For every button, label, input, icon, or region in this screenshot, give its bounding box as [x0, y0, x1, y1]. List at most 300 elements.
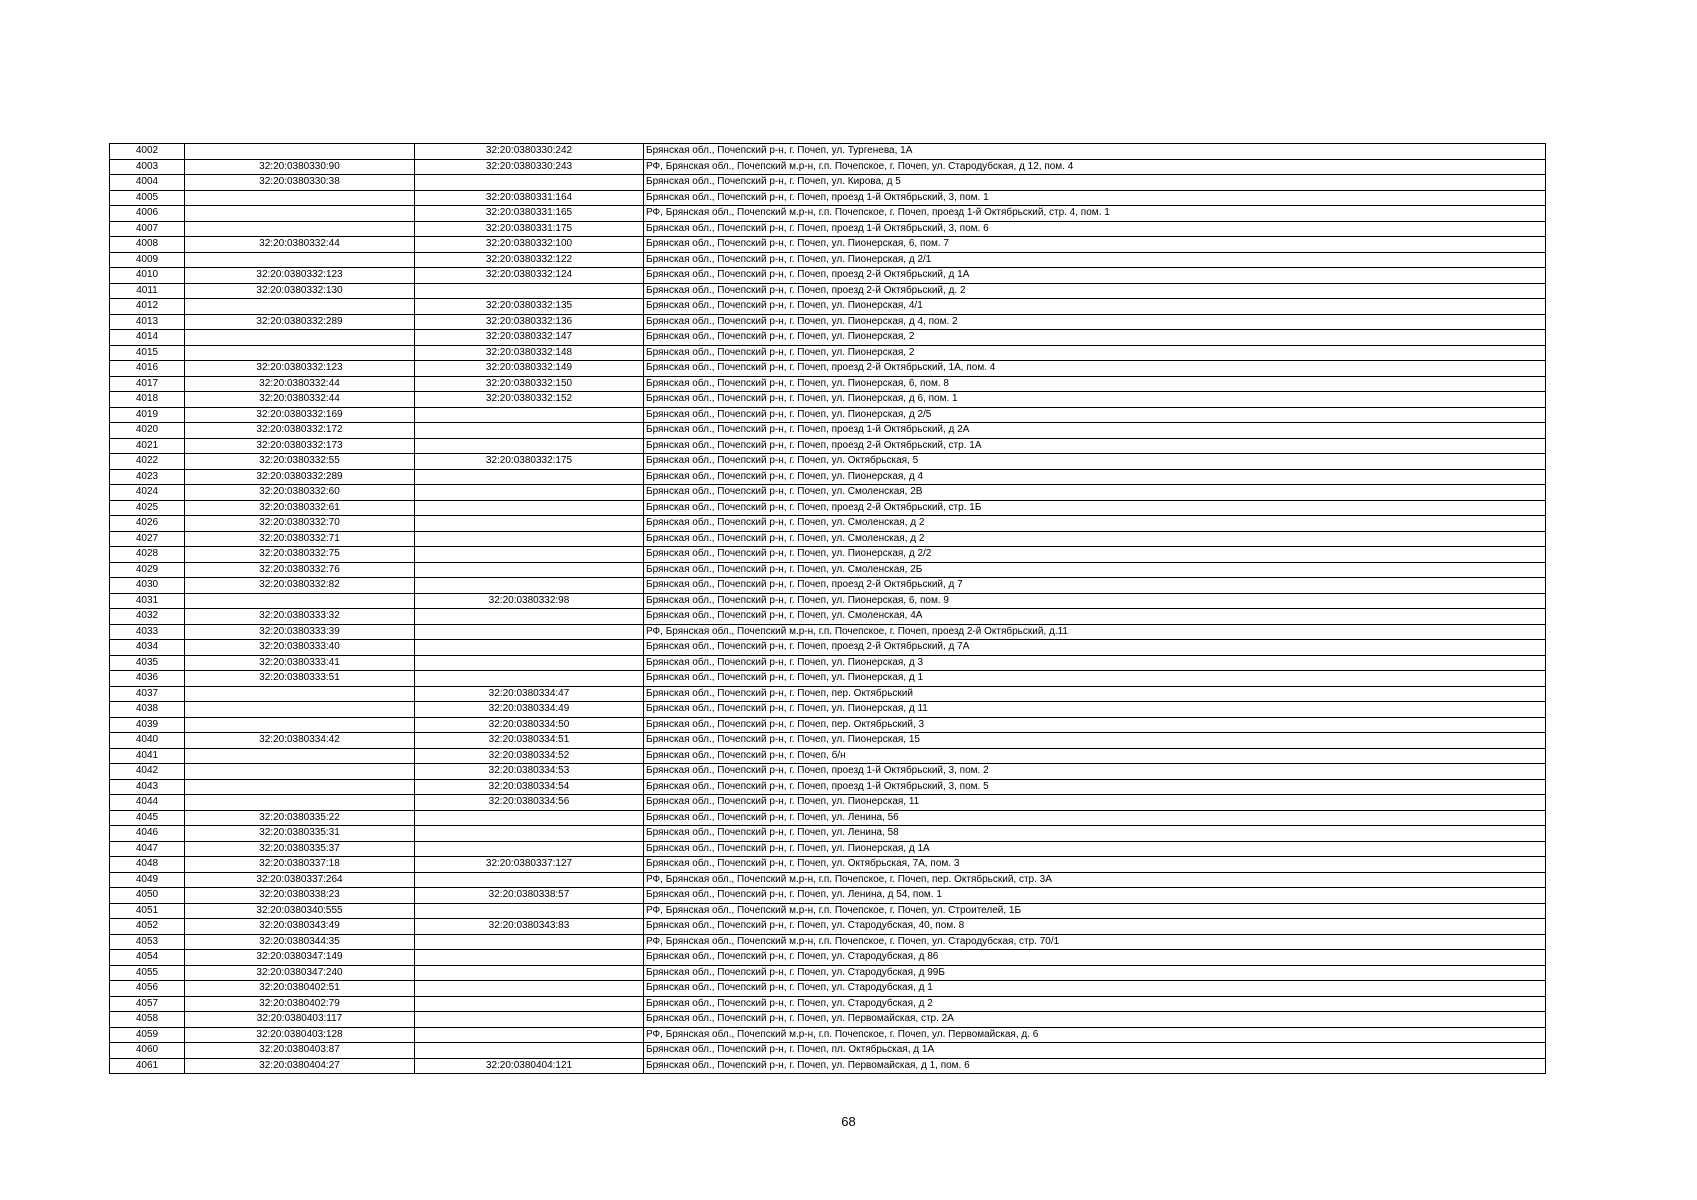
table-row: [110, 872, 1546, 888]
object-cadastral-number-cell: [415, 485, 644, 501]
row-number-cell: 4041: [110, 748, 185, 764]
cadastral-number-cell: [185, 190, 415, 206]
table-row: [110, 268, 1546, 284]
object-cadastral-number-cell: [415, 500, 644, 516]
table-row: [110, 500, 1546, 516]
table-row: [110, 438, 1546, 454]
address-cell: Брянская обл., Почепский р-н, г. Почеп, ул. Пионерская, д 1: [644, 671, 1546, 687]
address-cell: РФ, Брянская обл., Почепский м.р-н, г.п. Почепское, г. Почеп, ул. Стародубская, стр. 70/1: [644, 934, 1546, 950]
cadastral-number-cell: [185, 748, 415, 764]
object-cadastral-number-cell: [415, 562, 644, 578]
table-row: [110, 392, 1546, 408]
table-row: [110, 144, 1546, 160]
object-cadastral-number-cell: [415, 175, 644, 191]
table-row: [110, 671, 1546, 687]
table-row: [110, 376, 1546, 392]
table-row: [110, 686, 1546, 702]
cadastral-number-cell: 32:20:0380344:35: [185, 934, 415, 950]
cadastral-number-cell: 32:20:0380330:90: [185, 159, 415, 175]
object-cadastral-number-cell: 32:20:0380332:98: [415, 593, 644, 609]
object-cadastral-number-cell: [415, 671, 644, 687]
table-row: [110, 330, 1546, 346]
row-number-cell: 4019: [110, 407, 185, 423]
cadastral-number-cell: 32:20:0380332:44: [185, 376, 415, 392]
row-number-cell: 4024: [110, 485, 185, 501]
row-number-cell: 4046: [110, 826, 185, 842]
object-cadastral-number-cell: 32:20:0380331:165: [415, 206, 644, 222]
row-number-cell: 4003: [110, 159, 185, 175]
address-cell: Брянская обл., Почепский р-н, г. Почеп, ул. Смоленская, д 2: [644, 516, 1546, 532]
cadastral-number-cell: 32:20:0380332:289: [185, 469, 415, 485]
table-row: [110, 562, 1546, 578]
object-cadastral-number-cell: 32:20:0380332:100: [415, 237, 644, 253]
cadastral-number-cell: [185, 345, 415, 361]
table-row: [110, 609, 1546, 625]
cadastral-number-cell: [185, 702, 415, 718]
address-cell: Брянская обл., Почепский р-н, г. Почеп, ул. Пионерская, д 3: [644, 655, 1546, 671]
table-row: [110, 454, 1546, 470]
table-row: [110, 981, 1546, 997]
object-cadastral-number-cell: [415, 640, 644, 656]
row-number-cell: 4009: [110, 252, 185, 268]
address-cell: Брянская обл., Почепский р-н, г. Почеп, ул. Октябрьская, 7А, пом. 3: [644, 857, 1546, 873]
address-cell: Брянская обл., Почепский р-н, г. Почеп, ул. Пионерская, д 11: [644, 702, 1546, 718]
object-cadastral-number-cell: [415, 934, 644, 950]
table-row: [110, 996, 1546, 1012]
cadastral-number-cell: 32:20:0380332:289: [185, 314, 415, 330]
row-number-cell: 4021: [110, 438, 185, 454]
object-cadastral-number-cell: [415, 283, 644, 299]
address-cell: Брянская обл., Почепский р-н, г. Почеп, ул. Пионерская, д 1А: [644, 841, 1546, 857]
table-row: [110, 547, 1546, 563]
cadastral-number-cell: 32:20:0380404:27: [185, 1058, 415, 1074]
table-row: [110, 299, 1546, 315]
table-row: [110, 221, 1546, 237]
row-number-cell: 4022: [110, 454, 185, 470]
row-number-cell: 4010: [110, 268, 185, 284]
cadastral-number-cell: 32:20:0380338:23: [185, 888, 415, 904]
row-number-cell: 4027: [110, 531, 185, 547]
table-row: [110, 888, 1546, 904]
address-cell: Брянская обл., Почепский р-н, г. Почеп, ул. Стародубская, 40, пом. 8: [644, 919, 1546, 935]
cadastral-number-cell: [185, 593, 415, 609]
address-cell: Брянская обл., Почепский р-н, г. Почеп, проезд 2-й Октябрьский, стр. 1Б: [644, 500, 1546, 516]
table-row: [110, 314, 1546, 330]
row-number-cell: 4029: [110, 562, 185, 578]
address-cell: Брянская обл., Почепский р-н, г. Почеп, проезд 2-й Октябрьский, 1А, пом. 4: [644, 361, 1546, 377]
object-cadastral-number-cell: 32:20:0380334:52: [415, 748, 644, 764]
cadastral-number-cell: 32:20:0380402:51: [185, 981, 415, 997]
address-cell: Брянская обл., Почепский р-н, г. Почеп, ул. Смоленская, 4А: [644, 609, 1546, 625]
row-number-cell: 4058: [110, 1012, 185, 1028]
object-cadastral-number-cell: 32:20:0380331:175: [415, 221, 644, 237]
object-cadastral-number-cell: [415, 655, 644, 671]
cadastral-number-cell: 32:20:0380334:42: [185, 733, 415, 749]
address-cell: Брянская обл., Почепский р-н, г. Почеп, ул. Кирова, д 5: [644, 175, 1546, 191]
row-number-cell: 4008: [110, 237, 185, 253]
object-cadastral-number-cell: 32:20:0380338:57: [415, 888, 644, 904]
object-cadastral-number-cell: [415, 841, 644, 857]
row-number-cell: 4038: [110, 702, 185, 718]
object-cadastral-number-cell: 32:20:0380332:122: [415, 252, 644, 268]
cadastral-number-cell: 32:20:0380332:60: [185, 485, 415, 501]
row-number-cell: 4053: [110, 934, 185, 950]
cadastral-number-cell: 32:20:0380333:40: [185, 640, 415, 656]
object-cadastral-number-cell: 32:20:0380404:121: [415, 1058, 644, 1074]
object-cadastral-number-cell: [415, 1043, 644, 1059]
cadastral-number-cell: 32:20:0380337:264: [185, 872, 415, 888]
object-cadastral-number-cell: [415, 965, 644, 981]
object-cadastral-number-cell: [415, 810, 644, 826]
address-cell: Брянская обл., Почепский р-н, г. Почеп, проезд 2-й Октябрьский, д. 2: [644, 283, 1546, 299]
table-row: [110, 531, 1546, 547]
object-cadastral-number-cell: [415, 1027, 644, 1043]
row-number-cell: 4025: [110, 500, 185, 516]
row-number-cell: 4034: [110, 640, 185, 656]
address-cell: Брянская обл., Почепский р-н, г. Почеп, ул. Ленина, д 54, пом. 1: [644, 888, 1546, 904]
table-row: [110, 903, 1546, 919]
address-cell: Брянская обл., Почепский р-н, г. Почеп, ул. Пионерская, д 4, пом. 2: [644, 314, 1546, 330]
row-number-cell: 4020: [110, 423, 185, 439]
object-cadastral-number-cell: 32:20:0380343:83: [415, 919, 644, 935]
row-number-cell: 4015: [110, 345, 185, 361]
cadastral-number-cell: 32:20:0380333:41: [185, 655, 415, 671]
object-cadastral-number-cell: 32:20:0380331:164: [415, 190, 644, 206]
object-cadastral-number-cell: [415, 578, 644, 594]
address-cell: Брянская обл., Почепский р-н, г. Почеп, ул. Стародубская, д 1: [644, 981, 1546, 997]
address-cell: Брянская обл., Почепский р-н, г. Почеп, ул. Стародубская, д 99Б: [644, 965, 1546, 981]
object-cadastral-number-cell: 32:20:0380332:148: [415, 345, 644, 361]
table-row: [110, 407, 1546, 423]
cadastral-number-cell: 32:20:0380333:51: [185, 671, 415, 687]
object-cadastral-number-cell: [415, 826, 644, 842]
object-cadastral-number-cell: 32:20:0380334:56: [415, 795, 644, 811]
address-cell: РФ, Брянская обл., Почепский м.р-н, г.п. Почепское, г. Почеп, ул. Стародубская, д 12, пом. 4: [644, 159, 1546, 175]
address-cell: Брянская обл., Почепский р-н, г. Почеп, ул. Стародубская, д 2: [644, 996, 1546, 1012]
cadastral-number-cell: 32:20:0380343:49: [185, 919, 415, 935]
cadastral-number-cell: 32:20:0380337:18: [185, 857, 415, 873]
row-number-cell: 4006: [110, 206, 185, 222]
object-cadastral-number-cell: [415, 469, 644, 485]
address-cell: РФ, Брянская обл., Почепский м.р-н, г.п. Почепское, г. Почеп, ул. Первомайская, д. 6: [644, 1027, 1546, 1043]
cadastral-number-cell: 32:20:0380332:75: [185, 547, 415, 563]
object-cadastral-number-cell: [415, 609, 644, 625]
row-number-cell: 4044: [110, 795, 185, 811]
object-cadastral-number-cell: [415, 981, 644, 997]
object-cadastral-number-cell: 32:20:0380334:47: [415, 686, 644, 702]
cadastral-number-cell: [185, 206, 415, 222]
address-cell: Брянская обл., Почепский р-н, г. Почеп, ул. Пионерская, д 4: [644, 469, 1546, 485]
address-cell: Брянская обл., Почепский р-н, г. Почеп, ул. Пионерская, 2: [644, 330, 1546, 346]
registry-table-body: [110, 144, 1546, 1074]
registry-table: [109, 143, 1546, 1074]
row-number-cell: 4031: [110, 593, 185, 609]
row-number-cell: 4032: [110, 609, 185, 625]
cadastral-number-cell: 32:20:0380347:240: [185, 965, 415, 981]
table-row: [110, 624, 1546, 640]
cadastral-number-cell: [185, 330, 415, 346]
cadastral-number-cell: [185, 221, 415, 237]
cadastral-number-cell: 32:20:0380335:31: [185, 826, 415, 842]
table-row: [110, 190, 1546, 206]
cadastral-number-cell: 32:20:0380332:55: [185, 454, 415, 470]
object-cadastral-number-cell: [415, 407, 644, 423]
object-cadastral-number-cell: 32:20:0380332:175: [415, 454, 644, 470]
table-row: [110, 717, 1546, 733]
table-row: [110, 702, 1546, 718]
table-row: [110, 965, 1546, 981]
row-number-cell: 4037: [110, 686, 185, 702]
table-row: [110, 857, 1546, 873]
object-cadastral-number-cell: [415, 438, 644, 454]
row-number-cell: 4052: [110, 919, 185, 935]
page-number: 68: [841, 1114, 856, 1129]
object-cadastral-number-cell: 32:20:0380332:152: [415, 392, 644, 408]
object-cadastral-number-cell: 32:20:0380337:127: [415, 857, 644, 873]
table-row: [110, 795, 1546, 811]
cadastral-number-cell: [185, 686, 415, 702]
address-cell: Брянская обл., Почепский р-н, г. Почеп, проезд 2-й Октябрьский, стр. 1А: [644, 438, 1546, 454]
row-number-cell: 4016: [110, 361, 185, 377]
cadastral-number-cell: 32:20:0380335:22: [185, 810, 415, 826]
address-cell: Брянская обл., Почепский р-н, г. Почеп, ул. Октябрьская, 5: [644, 454, 1546, 470]
address-cell: Брянская обл., Почепский р-н, г. Почеп, ул. Пионерская, 11: [644, 795, 1546, 811]
address-cell: РФ, Брянская обл., Почепский м.р-н, г.п. Почепское, г. Почеп, проезд 1-й Октябрьский, стр. 4, пом. 1: [644, 206, 1546, 222]
cadastral-number-cell: 32:20:0380333:39: [185, 624, 415, 640]
row-number-cell: 4004: [110, 175, 185, 191]
table-row: [110, 283, 1546, 299]
cadastral-number-cell: 32:20:0380335:37: [185, 841, 415, 857]
object-cadastral-number-cell: 32:20:0380334:51: [415, 733, 644, 749]
address-cell: Брянская обл., Почепский р-н, г. Почеп, ул. Пионерская, д 6, пом. 1: [644, 392, 1546, 408]
address-cell: Брянская обл., Почепский р-н, г. Почеп, пер. Октябрьский: [644, 686, 1546, 702]
address-cell: Брянская обл., Почепский р-н, г. Почеп, проезд 1-й Октябрьский, 3, пом. 1: [644, 190, 1546, 206]
table-row: [110, 237, 1546, 253]
cadastral-number-cell: 32:20:0380332:71: [185, 531, 415, 547]
cadastral-number-cell: [185, 144, 415, 160]
cadastral-number-cell: 32:20:0380332:172: [185, 423, 415, 439]
address-cell: Брянская обл., Почепский р-н, г. Почеп, проезд 1-й Октябрьский, 3, пом. 6: [644, 221, 1546, 237]
table-row: [110, 1027, 1546, 1043]
cadastral-number-cell: 32:20:0380332:76: [185, 562, 415, 578]
table-row: [110, 779, 1546, 795]
cadastral-number-cell: [185, 779, 415, 795]
object-cadastral-number-cell: 32:20:0380334:53: [415, 764, 644, 780]
row-number-cell: 4007: [110, 221, 185, 237]
object-cadastral-number-cell: 32:20:0380334:50: [415, 717, 644, 733]
cadastral-number-cell: 32:20:0380330:38: [185, 175, 415, 191]
address-cell: Брянская обл., Почепский р-н, г. Почеп, ул. Ленина, 56: [644, 810, 1546, 826]
row-number-cell: 4028: [110, 547, 185, 563]
table-row: [110, 950, 1546, 966]
cadastral-number-cell: 32:20:0380347:149: [185, 950, 415, 966]
row-number-cell: 4005: [110, 190, 185, 206]
row-number-cell: 4049: [110, 872, 185, 888]
cadastral-number-cell: 32:20:0380340:555: [185, 903, 415, 919]
row-number-cell: 4033: [110, 624, 185, 640]
object-cadastral-number-cell: [415, 423, 644, 439]
address-cell: Брянская обл., Почепский р-н, г. Почеп, ул. Пионерская, 6, пом. 8: [644, 376, 1546, 392]
address-cell: Брянская обл., Почепский р-н, г. Почеп, проезд 1-й Октябрьский, 3, пом. 5: [644, 779, 1546, 795]
row-number-cell: 4017: [110, 376, 185, 392]
object-cadastral-number-cell: 32:20:0380334:54: [415, 779, 644, 795]
row-number-cell: 4043: [110, 779, 185, 795]
table-row: [110, 733, 1546, 749]
table-row: [110, 655, 1546, 671]
cadastral-number-cell: [185, 299, 415, 315]
row-number-cell: 4057: [110, 996, 185, 1012]
address-cell: Брянская обл., Почепский р-н, г. Почеп, ул. Пионерская, 6, пом. 9: [644, 593, 1546, 609]
address-cell: Брянская обл., Почепский р-н, г. Почеп, б/н: [644, 748, 1546, 764]
address-cell: Брянская обл., Почепский р-н, г. Почеп, ул. Смоленская, д 2: [644, 531, 1546, 547]
cadastral-number-cell: 32:20:0380332:61: [185, 500, 415, 516]
object-cadastral-number-cell: [415, 950, 644, 966]
cadastral-number-cell: 32:20:0380403:128: [185, 1027, 415, 1043]
address-cell: Брянская обл., Почепский р-н, г. Почеп, ул. Смоленская, 2Б: [644, 562, 1546, 578]
object-cadastral-number-cell: 32:20:0380332:147: [415, 330, 644, 346]
address-cell: Брянская обл., Почепский р-н, г. Почеп, пл. Октябрьская, д 1А: [644, 1043, 1546, 1059]
row-number-cell: 4040: [110, 733, 185, 749]
table-row: [110, 578, 1546, 594]
cadastral-number-cell: 32:20:0380403:117: [185, 1012, 415, 1028]
cadastral-number-cell: 32:20:0380332:44: [185, 392, 415, 408]
table-row: [110, 810, 1546, 826]
row-number-cell: 4059: [110, 1027, 185, 1043]
table-row: [110, 919, 1546, 935]
address-cell: Брянская обл., Почепский р-н, г. Почеп, ул. Пионерская, д 2/2: [644, 547, 1546, 563]
object-cadastral-number-cell: 32:20:0380332:149: [415, 361, 644, 377]
table-row: [110, 345, 1546, 361]
address-cell: РФ, Брянская обл., Почепский м.р-н, г.п. Почепское, г. Почеп, проезд 2-й Октябрьский, д.11: [644, 624, 1546, 640]
row-number-cell: 4051: [110, 903, 185, 919]
row-number-cell: 4047: [110, 841, 185, 857]
object-cadastral-number-cell: [415, 624, 644, 640]
object-cadastral-number-cell: [415, 996, 644, 1012]
table-row: [110, 423, 1546, 439]
address-cell: РФ, Брянская обл., Почепский м.р-н, г.п. Почепское, г. Почеп, пер. Октябрьский, стр. 3А: [644, 872, 1546, 888]
table-row: [110, 516, 1546, 532]
row-number-cell: 4018: [110, 392, 185, 408]
row-number-cell: 4030: [110, 578, 185, 594]
address-cell: Брянская обл., Почепский р-н, г. Почеп, ул. Пионерская, 4/1: [644, 299, 1546, 315]
table-row: [110, 361, 1546, 377]
row-number-cell: 4002: [110, 144, 185, 160]
object-cadastral-number-cell: [415, 872, 644, 888]
row-number-cell: 4039: [110, 717, 185, 733]
table-row: [110, 1058, 1546, 1074]
table-row: [110, 841, 1546, 857]
table-row: [110, 593, 1546, 609]
cadastral-number-cell: [185, 252, 415, 268]
table-row: [110, 934, 1546, 950]
table-row: [110, 826, 1546, 842]
cadastral-number-cell: 32:20:0380333:32: [185, 609, 415, 625]
row-number-cell: 4026: [110, 516, 185, 532]
row-number-cell: 4014: [110, 330, 185, 346]
cadastral-number-cell: 32:20:0380332:44: [185, 237, 415, 253]
object-cadastral-number-cell: [415, 531, 644, 547]
cadastral-number-cell: 32:20:0380403:87: [185, 1043, 415, 1059]
cadastral-number-cell: 32:20:0380332:82: [185, 578, 415, 594]
address-cell: Брянская обл., Почепский р-н, г. Почеп, ул. Тургенева, 1А: [644, 144, 1546, 160]
address-cell: Брянская обл., Почепский р-н, г. Почеп, проезд 2-й Октябрьский, д 1А: [644, 268, 1546, 284]
row-number-cell: 4054: [110, 950, 185, 966]
row-number-cell: 4011: [110, 283, 185, 299]
table-row: [110, 1012, 1546, 1028]
object-cadastral-number-cell: 32:20:0380332:135: [415, 299, 644, 315]
cadastral-number-cell: 32:20:0380332:130: [185, 283, 415, 299]
row-number-cell: 4061: [110, 1058, 185, 1074]
object-cadastral-number-cell: [415, 903, 644, 919]
address-cell: Брянская обл., Почепский р-н, г. Почеп, проезд 1-й Октябрьский, 3, пом. 2: [644, 764, 1546, 780]
cadastral-number-cell: [185, 795, 415, 811]
row-number-cell: 4048: [110, 857, 185, 873]
cadastral-number-cell: 32:20:0380332:123: [185, 361, 415, 377]
object-cadastral-number-cell: [415, 1012, 644, 1028]
table-row: [110, 252, 1546, 268]
address-cell: Брянская обл., Почепский р-н, г. Почеп, проезд 2-й Октябрьский, д 7А: [644, 640, 1546, 656]
address-cell: Брянская обл., Почепский р-н, г. Почеп, ул. Первомайская, д 1, пом. 6: [644, 1058, 1546, 1074]
cadastral-number-cell: [185, 764, 415, 780]
row-number-cell: 4056: [110, 981, 185, 997]
row-number-cell: 4055: [110, 965, 185, 981]
address-cell: Брянская обл., Почепский р-н, г. Почеп, ул. Пионерская, 2: [644, 345, 1546, 361]
object-cadastral-number-cell: 32:20:0380330:243: [415, 159, 644, 175]
row-number-cell: 4012: [110, 299, 185, 315]
cadastral-number-cell: 32:20:0380332:173: [185, 438, 415, 454]
row-number-cell: 4023: [110, 469, 185, 485]
row-number-cell: 4036: [110, 671, 185, 687]
row-number-cell: 4045: [110, 810, 185, 826]
table-row: [110, 640, 1546, 656]
row-number-cell: 4035: [110, 655, 185, 671]
object-cadastral-number-cell: 32:20:0380334:49: [415, 702, 644, 718]
row-number-cell: 4042: [110, 764, 185, 780]
address-cell: Брянская обл., Почепский р-н, г. Почеп, ул. Пионерская, 6, пом. 7: [644, 237, 1546, 253]
cadastral-number-cell: [185, 717, 415, 733]
address-cell: Брянская обл., Почепский р-н, г. Почеп, ул. Ленина, 58: [644, 826, 1546, 842]
object-cadastral-number-cell: 32:20:0380330:242: [415, 144, 644, 160]
cadastral-number-cell: 32:20:0380332:123: [185, 268, 415, 284]
object-cadastral-number-cell: 32:20:0380332:136: [415, 314, 644, 330]
address-cell: Брянская обл., Почепский р-н, г. Почеп, ул. Пионерская, д 2/5: [644, 407, 1546, 423]
row-number-cell: 4060: [110, 1043, 185, 1059]
address-cell: Брянская обл., Почепский р-н, г. Почеп, ул. Пионерская, 15: [644, 733, 1546, 749]
address-cell: РФ, Брянская обл., Почепский м.р-н, г.п. Почепское, г. Почеп, ул. Строителей, 1Б: [644, 903, 1546, 919]
table-row: [110, 764, 1546, 780]
address-cell: Брянская обл., Почепский р-н, г. Почеп, ул. Первомайская, стр. 2А: [644, 1012, 1546, 1028]
table-row: [110, 175, 1546, 191]
cadastral-number-cell: 32:20:0380332:169: [185, 407, 415, 423]
table-row: [110, 485, 1546, 501]
object-cadastral-number-cell: 32:20:0380332:150: [415, 376, 644, 392]
address-cell: Брянская обл., Почепский р-н, г. Почеп, ул. Пионерская, д 2/1: [644, 252, 1546, 268]
cadastral-number-cell: 32:20:0380332:70: [185, 516, 415, 532]
object-cadastral-number-cell: 32:20:0380332:124: [415, 268, 644, 284]
address-cell: Брянская обл., Почепский р-н, г. Почеп, проезд 1-й Октябрьский, д 2А: [644, 423, 1546, 439]
table-row: [110, 469, 1546, 485]
table-row: [110, 206, 1546, 222]
table-row: [110, 159, 1546, 175]
address-cell: Брянская обл., Почепский р-н, г. Почеп, ул. Смоленская, 2В: [644, 485, 1546, 501]
table-row: [110, 1043, 1546, 1059]
address-cell: Брянская обл., Почепский р-н, г. Почеп, ул. Стародубская, д 86: [644, 950, 1546, 966]
row-number-cell: 4013: [110, 314, 185, 330]
address-cell: Брянская обл., Почепский р-н, г. Почеп, пер. Октябрьский, 3: [644, 717, 1546, 733]
object-cadastral-number-cell: [415, 547, 644, 563]
table-row: [110, 748, 1546, 764]
address-cell: Брянская обл., Почепский р-н, г. Почеп, проезд 2-й Октябрьский, д 7: [644, 578, 1546, 594]
